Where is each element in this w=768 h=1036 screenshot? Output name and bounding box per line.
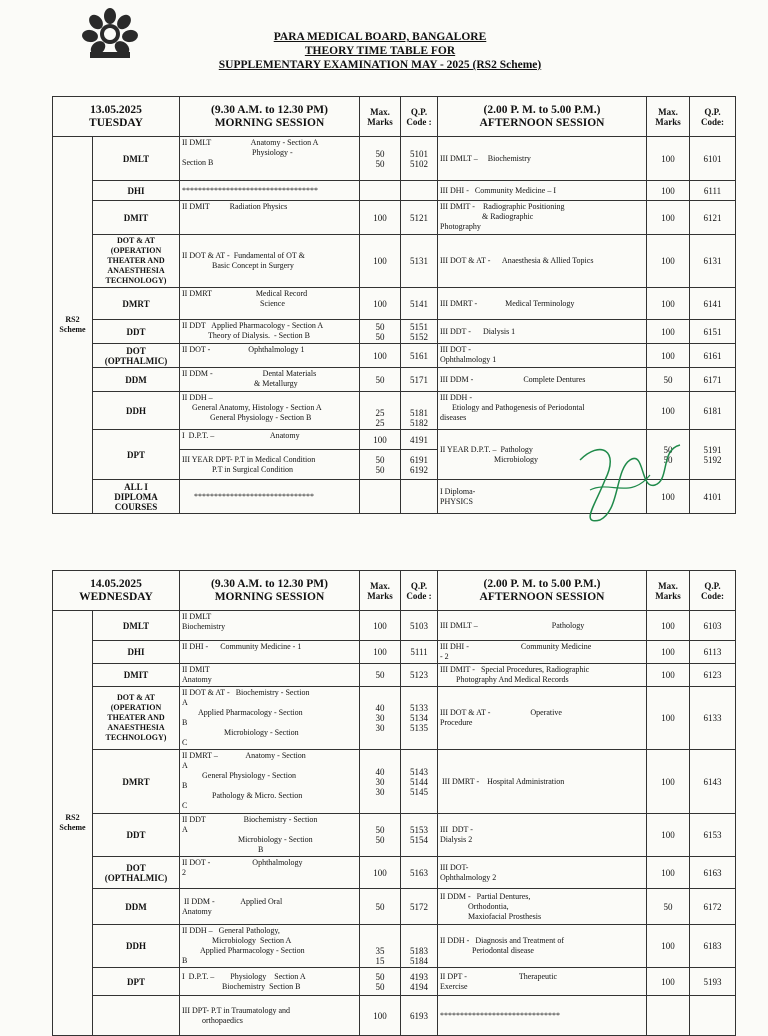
morning-paper: II DMLT Anatomy - Section A Physiology - Section B: [180, 137, 360, 181]
afternoon-paper: ******************************: [438, 996, 647, 1036]
course-name: [93, 996, 180, 1036]
morning-qp-code: 5153 5154: [401, 814, 438, 857]
morning-qp-code: 4193 4194: [401, 968, 438, 996]
afternoon-marks: 100: [647, 320, 690, 344]
morning-paper: II DMIT Anatomy: [180, 664, 360, 687]
afternoon-marks: 100: [647, 857, 690, 889]
morning-qp-code: 5171: [401, 368, 438, 392]
afternoon-qp-code: [690, 996, 736, 1036]
afternoon-qp-code: 6183: [690, 925, 736, 968]
morning-marks: 100: [360, 857, 401, 889]
afternoon-paper: III DMRT - Medical Terminology: [438, 288, 647, 320]
morning-marks: 100: [360, 201, 401, 235]
morning-paper: II DOT - Ophthalmology 1: [180, 344, 360, 368]
morning-qp-code: 5181 5182: [401, 392, 438, 430]
morning-qp-code: 4191: [401, 430, 438, 450]
afternoon-session-header: (2.00 P. M. to 5.00 P.M.) AFTERNOON SESSION: [438, 97, 647, 137]
afternoon-qp-code: 6111: [690, 181, 736, 201]
morning-qp-code: 5121: [401, 201, 438, 235]
morning-paper: ******************************: [180, 480, 360, 514]
morning-qp-code: 5111: [401, 641, 438, 664]
morning-paper: II DDT Applied Pharmacology - Section A Theory of Dialysis. - Section B: [180, 320, 360, 344]
morning-paper: II DHI - Community Medicine - 1: [180, 641, 360, 664]
morning-marks: [360, 181, 401, 201]
morning-marks: 50 50: [360, 137, 401, 181]
morning-paper: I D.P.T. – Anatomy: [180, 430, 360, 450]
afternoon-paper: III DHI - Community Medicine - 2: [438, 641, 647, 664]
afternoon-qp-code: 6103: [690, 611, 736, 641]
morning-marks: 40 30 30: [360, 687, 401, 750]
course-name: DMRT: [93, 750, 180, 814]
qp-code-header: Q.P. Code :: [401, 571, 438, 611]
morning-qp-code: 5133 5134 5135: [401, 687, 438, 750]
morning-paper: II DMRT – Anatomy - Section A General Physiology - Section B Pathology & Micro. Section C: [180, 750, 360, 814]
course-name: DOT & AT (OPERATION THEATER AND ANAESTHESIA TECHNOLOGY): [93, 687, 180, 750]
afternoon-marks: 50: [647, 368, 690, 392]
morning-qp-code: 5183 5184: [401, 925, 438, 968]
morning-paper: III YEAR DPT- P.T in Medical Condition P.T in Surgical Condition: [180, 450, 360, 480]
morning-marks: 50: [360, 664, 401, 687]
course-name: DDH: [93, 392, 180, 430]
morning-qp-code: [401, 181, 438, 201]
course-name: DOT (OPTHALMIC): [93, 344, 180, 368]
morning-marks: 50 50: [360, 968, 401, 996]
morning-paper: II DOT - Ophthalmology 2: [180, 857, 360, 889]
morning-qp-code: 5161: [401, 344, 438, 368]
course-name: ALL I DIPLOMA COURSES: [93, 480, 180, 514]
date-cell: 14.05.2025 WEDNESDAY: [53, 571, 180, 611]
afternoon-qp-code: 6171: [690, 368, 736, 392]
afternoon-qp-code: 6121: [690, 201, 736, 235]
timetable-day2: [52, 570, 736, 1036]
morning-paper: II DDM - Dental Materials & Metallurgy: [180, 368, 360, 392]
morning-qp-code: 5172: [401, 889, 438, 925]
afternoon-marks: 50 50: [647, 430, 690, 480]
afternoon-paper: III DMIT - Special Procedures, Radiographic Photography And Medical Records: [438, 664, 647, 687]
morning-qp-code: 5123: [401, 664, 438, 687]
afternoon-paper: III DMLT – Biochemistry: [438, 137, 647, 181]
afternoon-paper: III DMLT – Pathology: [438, 611, 647, 641]
afternoon-paper: III DDH - Etiology and Pathogenesis of Periodontal diseases: [438, 392, 647, 430]
course-name: DMLT: [93, 611, 180, 641]
afternoon-paper: II YEAR D.P.T. – Pathology Microbiology: [438, 430, 647, 480]
qp-code-header: Q.P. Code:: [690, 571, 736, 611]
morning-paper: II DDH – General Anatomy, Histology - Section A General Physiology - Section B: [180, 392, 360, 430]
course-name: DMIT: [93, 201, 180, 235]
afternoon-qp-code: 6163: [690, 857, 736, 889]
morning-qp-code: 5163: [401, 857, 438, 889]
morning-qp-code: 5141: [401, 288, 438, 320]
afternoon-marks: 100: [647, 137, 690, 181]
afternoon-paper: III DOT & AT - Anaesthesia & Allied Topics: [438, 235, 647, 288]
qp-code-header: Q.P. Code:: [690, 97, 736, 137]
afternoon-paper: II DPT - Therapeutic Exercise: [438, 968, 647, 996]
course-name: DDM: [93, 368, 180, 392]
afternoon-paper: III DDT - Dialysis 1: [438, 320, 647, 344]
course-name: DMLT: [93, 137, 180, 181]
course-name: DHI: [93, 641, 180, 664]
afternoon-qp-code: 6113: [690, 641, 736, 664]
morning-paper: II DDT Biochemistry - Section A Microbiology - Section B: [180, 814, 360, 857]
afternoon-marks: 100: [647, 392, 690, 430]
morning-qp-code: 5151 5152: [401, 320, 438, 344]
morning-paper: II DMLT Biochemistry: [180, 611, 360, 641]
header-title: PARA MEDICAL BOARD, BANGALORE: [273, 31, 487, 43]
morning-paper: III DPT- P.T in Traumatology and orthopaedics: [180, 996, 360, 1036]
afternoon-qp-code: 4101: [690, 480, 736, 514]
afternoon-qp-code: 6123: [690, 664, 736, 687]
morning-marks: 100: [360, 641, 401, 664]
morning-paper: **********************************: [180, 181, 360, 201]
afternoon-paper: II DDH - Diagnosis and Treatment of Periodontal disease: [438, 925, 647, 968]
morning-marks: 50: [360, 889, 401, 925]
morning-marks: 100: [360, 288, 401, 320]
morning-qp-code: 6193: [401, 996, 438, 1036]
afternoon-qp-code: 6161: [690, 344, 736, 368]
board-logo: [70, 8, 150, 60]
max-marks-header: Max. Marks: [360, 97, 401, 137]
morning-marks: 25 25: [360, 392, 401, 430]
afternoon-marks: 100: [647, 687, 690, 750]
course-name: DHI: [93, 181, 180, 201]
morning-paper: II DOT & AT - Fundamental of OT & Basic Concept in Surgery: [180, 235, 360, 288]
scheme-label: RS2 Scheme: [53, 137, 93, 514]
afternoon-qp-code: 6172: [690, 889, 736, 925]
afternoon-qp-code: 6131: [690, 235, 736, 288]
morning-marks: 100: [360, 611, 401, 641]
afternoon-marks: 100: [647, 181, 690, 201]
morning-qp-code: 6191 6192: [401, 450, 438, 480]
afternoon-marks: 100: [647, 925, 690, 968]
morning-paper: II DMRT Medical Record Science: [180, 288, 360, 320]
max-marks-header: Max. Marks: [647, 571, 690, 611]
course-name: DPT: [93, 430, 180, 480]
qp-code-header: Q.P. Code :: [401, 97, 438, 137]
morning-marks: 50: [360, 368, 401, 392]
afternoon-marks: 100: [647, 201, 690, 235]
signature: [560, 430, 690, 530]
course-name: DDT: [93, 320, 180, 344]
afternoon-paper: III DOT & AT - Operative Procedure: [438, 687, 647, 750]
max-marks-header: Max. Marks: [647, 97, 690, 137]
afternoon-paper: III DOT - Ophthalmology 1: [438, 344, 647, 368]
course-name: DDT: [93, 814, 180, 857]
morning-session-header: (9.30 A.M. to 12.30 PM) MORNING SESSION: [180, 571, 360, 611]
header-exam: SUPPLEMENTARY EXAMINATION MAY - 2025 (RS2 Scheme): [218, 59, 542, 71]
afternoon-paper: I Diploma- PHYSICS: [438, 480, 647, 514]
afternoon-paper: III DOT- Ophthalmology 2: [438, 857, 647, 889]
afternoon-qp-code: 6153: [690, 814, 736, 857]
afternoon-marks: 100: [647, 235, 690, 288]
morning-session-header: (9.30 A.M. to 12.30 PM) MORNING SESSION: [180, 97, 360, 137]
course-name: DMRT: [93, 288, 180, 320]
header-subtitle: THEORY TIME TABLE FOR: [304, 45, 456, 57]
afternoon-qp-code: 6133: [690, 687, 736, 750]
afternoon-marks: 100: [647, 968, 690, 996]
morning-marks: 50 50: [360, 814, 401, 857]
afternoon-qp-code: 5193: [690, 968, 736, 996]
afternoon-paper: III DMIT - Radiographic Positioning & Radiographic Photography: [438, 201, 647, 235]
course-name: DPT: [93, 968, 180, 996]
morning-marks: 50 50: [360, 320, 401, 344]
afternoon-paper: III DDM - Complete Dentures: [438, 368, 647, 392]
morning-marks: 100: [360, 996, 401, 1036]
morning-qp-code: 5131: [401, 235, 438, 288]
morning-paper: II DOT & AT - Biochemistry - Section A Applied Pharmacology - Section B Microbiology - Section C: [180, 687, 360, 750]
course-name: DMIT: [93, 664, 180, 687]
afternoon-qp-code: 6151: [690, 320, 736, 344]
scheme-label: RS2 Scheme: [53, 611, 93, 1036]
morning-qp-code: 5143 5144 5145: [401, 750, 438, 814]
morning-marks: 40 30 30: [360, 750, 401, 814]
morning-marks: 100: [360, 235, 401, 288]
afternoon-marks: 100: [647, 750, 690, 814]
afternoon-marks: 100: [647, 664, 690, 687]
afternoon-marks: [647, 996, 690, 1036]
morning-qp-code: 5101 5102: [401, 137, 438, 181]
afternoon-session-header: (2.00 P. M. to 5.00 P.M.) AFTERNOON SESSION: [438, 571, 647, 611]
morning-qp-code: 5103: [401, 611, 438, 641]
course-name: DDH: [93, 925, 180, 968]
afternoon-marks: 100: [647, 641, 690, 664]
afternoon-marks: 50: [647, 889, 690, 925]
date-cell: 13.05.2025 TUESDAY: [53, 97, 180, 137]
morning-paper: II DDH – General Pathology, Microbiology Section A Applied Pharmacology - Section B: [180, 925, 360, 968]
morning-marks: 35 15: [360, 925, 401, 968]
afternoon-marks: 100: [647, 344, 690, 368]
morning-paper: I D.P.T. – Physiology Section A Biochemistry Section B: [180, 968, 360, 996]
morning-paper: II DMIT Radiation Physics: [180, 201, 360, 235]
afternoon-qp-code: 6181: [690, 392, 736, 430]
afternoon-marks: 100: [647, 611, 690, 641]
afternoon-paper: III DHI - Community Medicine – I: [438, 181, 647, 201]
afternoon-paper: III DMRT - Hospital Administration: [438, 750, 647, 814]
max-marks-header: Max. Marks: [360, 571, 401, 611]
afternoon-marks: 100: [647, 480, 690, 514]
course-name: DOT (OPTHALMIC): [93, 857, 180, 889]
morning-paper: II DDM - Applied Oral Anatomy: [180, 889, 360, 925]
morning-qp-code: [401, 480, 438, 514]
afternoon-qp-code: 6141: [690, 288, 736, 320]
afternoon-marks: 100: [647, 814, 690, 857]
afternoon-paper: III DDT - Dialysis 2: [438, 814, 647, 857]
afternoon-qp-code: 6101: [690, 137, 736, 181]
morning-marks: [360, 480, 401, 514]
afternoon-qp-code: 6143: [690, 750, 736, 814]
afternoon-marks: 100: [647, 288, 690, 320]
morning-marks: 100: [360, 344, 401, 368]
course-name: DOT & AT (OPERATION THEATER AND ANAESTHESIA TECHNOLOGY): [93, 235, 180, 288]
morning-marks: 100: [360, 430, 401, 450]
morning-marks: 50 50: [360, 450, 401, 480]
day2-rows: [53, 611, 736, 1036]
afternoon-paper: II DDM - Partial Dentures, Orthodontia, Maxiofacial Prosthesis: [438, 889, 647, 925]
afternoon-qp-code: 5191 5192: [690, 430, 736, 480]
course-name: DDM: [93, 889, 180, 925]
